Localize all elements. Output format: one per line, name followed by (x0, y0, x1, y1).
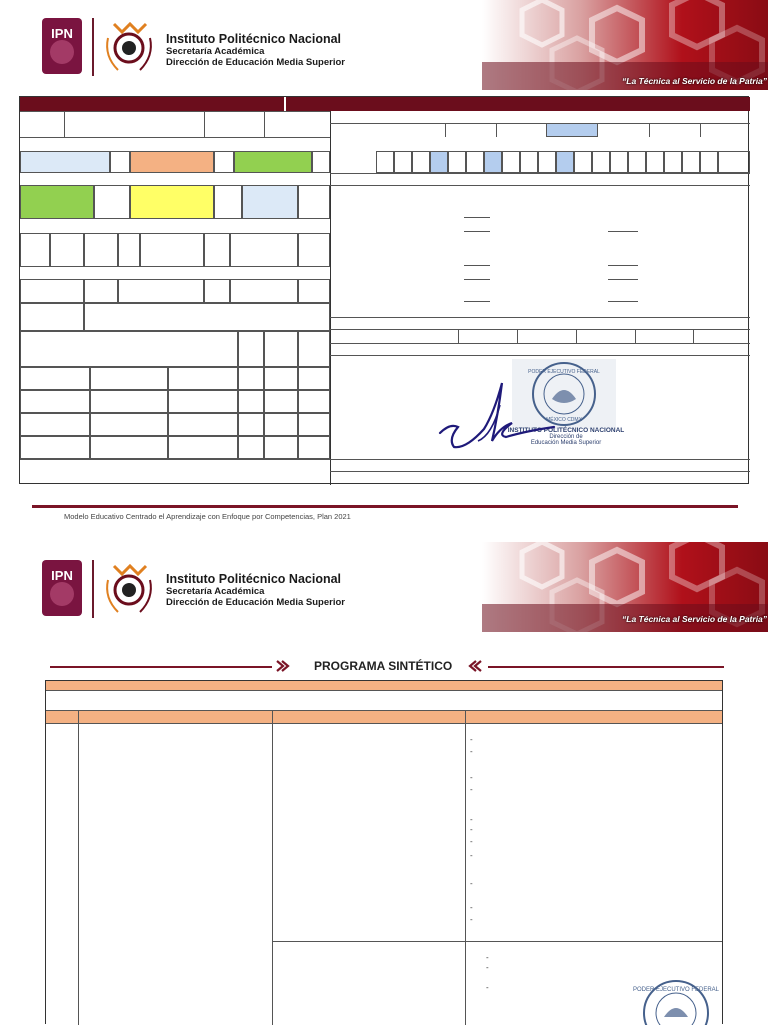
blank-cell (230, 233, 298, 267)
title-line-left (50, 666, 272, 668)
row-line (330, 123, 750, 124)
footer-model-text: Modelo Educativo Centrado el Aprendizaje con Enfoque por Competencias, Plan 2021 (64, 512, 351, 521)
blank-cell (298, 185, 330, 219)
col-line (700, 123, 701, 137)
svg-text:MÉXICO CDMX: MÉXICO CDMX (546, 417, 582, 423)
color-cell-green-2 (20, 185, 94, 219)
blank-cell (84, 279, 118, 303)
title-line-right (488, 666, 724, 668)
digit-cell (394, 151, 412, 173)
col-line (458, 329, 459, 343)
col-line (465, 711, 466, 1025)
blank-cell (298, 367, 330, 390)
underline-mark (464, 217, 490, 218)
form-grid (19, 96, 749, 484)
blank-cell (118, 233, 140, 267)
blank-cell (312, 151, 330, 173)
blank-cell (298, 413, 330, 436)
ipn-logo-icon (40, 558, 84, 618)
svg-text:IPN: IPN (51, 568, 73, 583)
blue-cell (546, 123, 598, 137)
blank-cell (298, 390, 330, 413)
underline-mark (608, 265, 638, 266)
color-cell-green (234, 151, 312, 173)
blank-cell (238, 413, 264, 436)
row-line (20, 111, 330, 112)
institution-block (166, 32, 345, 68)
footer-divider (32, 505, 738, 508)
blank-cell (204, 233, 230, 267)
bullet-dash: - (470, 915, 473, 924)
digit-cell (376, 151, 394, 173)
slogan: “La Técnica al Servicio de la Patria” (622, 614, 768, 624)
blank-cell (264, 413, 298, 436)
col-line (272, 711, 273, 1025)
col-line (445, 123, 446, 137)
blank-cell (20, 413, 90, 436)
col-line (693, 329, 694, 343)
blank-cell (50, 233, 84, 267)
blank-cell (84, 233, 118, 267)
official-seal-icon (632, 977, 720, 1025)
bullet-dash: - (470, 851, 473, 860)
underline-mark (608, 301, 638, 302)
blank-cell (264, 390, 298, 413)
row-line (330, 317, 750, 318)
col-line (576, 329, 577, 343)
ipn-logo-icon (40, 16, 84, 76)
col-line (264, 111, 265, 137)
row-line (330, 459, 750, 460)
digit-cell (448, 151, 466, 173)
col-line (204, 111, 205, 137)
digit-cell (628, 151, 646, 173)
blank-cell (20, 436, 90, 459)
bullet-dash: - (470, 735, 473, 744)
row-line (20, 137, 330, 138)
direccion-name: Dirección de Educación Media Superior (166, 597, 345, 608)
digit-cell-blue (484, 151, 502, 173)
row-line (330, 355, 750, 356)
stamp-line-1: INSTITUTO POLITÉCNICO NACIONAL (507, 427, 625, 434)
chevron-left-icon (468, 660, 482, 672)
blank-cell (94, 185, 130, 219)
row-line (330, 185, 750, 186)
program-title: PROGRAMA SINTÉTICO (314, 659, 453, 673)
blank-cell (168, 413, 238, 436)
column-divider (330, 111, 331, 485)
svg-text:IPN: IPN (51, 26, 73, 41)
underline-mark (608, 279, 638, 280)
digit-cell (700, 151, 718, 173)
color-cell-light-blue (20, 151, 110, 173)
header-banner (482, 542, 768, 632)
bullet-dash: - (486, 983, 489, 992)
blank-cell (110, 151, 130, 173)
color-cell-salmon (130, 151, 214, 173)
blank-cell (140, 233, 204, 267)
blank-cell (168, 367, 238, 390)
blank-cell (20, 367, 90, 390)
blank-cell (214, 185, 242, 219)
blank-cell (298, 279, 330, 303)
color-cell-yellow (130, 185, 214, 219)
bullet-dash: - (486, 953, 489, 962)
bullet-dash: - (470, 837, 473, 846)
digit-cell (592, 151, 610, 173)
row-line (330, 471, 750, 472)
blank-cell (20, 233, 50, 267)
bullet-dash: - (470, 773, 473, 782)
digit-cell (502, 151, 520, 173)
blank-cell (264, 331, 298, 367)
col-line (649, 123, 650, 137)
underline-mark (464, 265, 490, 266)
blank-cell (20, 279, 84, 303)
bullet-dash: - (486, 963, 489, 972)
digit-cell (646, 151, 664, 173)
blank-cell (298, 331, 330, 367)
row-line (46, 723, 722, 724)
bullet-dash: - (470, 879, 473, 888)
institution-name: Instituto Politécnico Nacional (166, 32, 342, 46)
table-column-headers (46, 711, 722, 723)
blank-cell (238, 367, 264, 390)
blank-cell (298, 436, 330, 459)
blank-cell (20, 390, 90, 413)
blank-cell (90, 436, 168, 459)
bullet-dash: - (470, 747, 473, 756)
digit-grid (376, 151, 750, 173)
digit-cell (412, 151, 430, 173)
page-header-1 (0, 0, 768, 92)
col-line (496, 123, 497, 137)
blank-cell (90, 367, 168, 390)
bullet-dash: - (470, 815, 473, 824)
signature-icon (436, 375, 566, 457)
institution-name: Instituto Politécnico Nacional (166, 572, 342, 586)
blank-cell (90, 413, 168, 436)
blank-cell (20, 303, 84, 331)
digit-cell-blue (430, 151, 448, 173)
dems-logo-icon (100, 558, 158, 618)
blank-cell (238, 436, 264, 459)
col-line (635, 329, 636, 343)
blank-cell (20, 331, 238, 367)
bullet-dash: - (470, 825, 473, 834)
blank-cell (298, 233, 330, 267)
digit-cell (538, 151, 556, 173)
bullet-dash: - (470, 903, 473, 912)
bullet-dash: - (470, 785, 473, 794)
row-line (46, 690, 722, 691)
digit-cell-blue (556, 151, 574, 173)
svg-text:PODER EJECUTIVO FEDERAL: PODER EJECUTIVO FEDERAL (632, 987, 720, 993)
blank-cell (168, 390, 238, 413)
blank-cell (214, 151, 234, 173)
chevron-right-icon (276, 660, 290, 672)
direccion-name: Dirección de Educación Media Superior (166, 57, 345, 68)
underline-mark (608, 231, 638, 232)
digit-cell (664, 151, 682, 173)
digit-cell (520, 151, 538, 173)
header-banner (482, 0, 768, 90)
digit-cell (466, 151, 484, 173)
logo-divider (92, 18, 94, 76)
row-line (272, 941, 722, 942)
blank-cell (264, 367, 298, 390)
blank-cell (264, 436, 298, 459)
underline-mark (464, 301, 490, 302)
underline-mark (464, 279, 490, 280)
col-line (64, 111, 65, 137)
table-header-band (46, 681, 722, 690)
dems-logo-icon (100, 16, 158, 76)
blank-cell (118, 279, 204, 303)
blank-cell (230, 279, 298, 303)
program-table (45, 680, 723, 1024)
logo-divider (92, 560, 94, 618)
col-line (517, 329, 518, 343)
blank-cell (84, 303, 330, 331)
row-line (330, 343, 750, 344)
stamp-line-2: Dirección de (549, 434, 583, 440)
svg-text:PODER EJECUTIVO FEDERAL: PODER EJECUTIVO FEDERAL (528, 369, 600, 375)
blank-cell (90, 390, 168, 413)
digit-cell (574, 151, 592, 173)
blank-cell (238, 390, 264, 413)
row-line (20, 459, 330, 460)
blank-cell (204, 279, 230, 303)
secretaria-name: Secretaría Académica (166, 586, 265, 597)
digit-cell (682, 151, 700, 173)
secretaria-name: Secretaría Académica (166, 46, 265, 57)
blank-cell (168, 436, 238, 459)
form-header-bar-left (20, 97, 284, 111)
slogan: “La Técnica al Servicio de la Patria” (622, 76, 768, 86)
col-line (78, 711, 79, 1025)
digit-cell (610, 151, 628, 173)
color-cell-light-blue-2 (242, 185, 298, 219)
institution-block (166, 572, 345, 608)
page-header-2 (0, 542, 768, 634)
form-header-bar-right (286, 97, 750, 111)
blank-cell (238, 331, 264, 367)
underline-mark (464, 231, 490, 232)
row-line (330, 173, 750, 174)
stamp-line-3: Educación Media Superior (530, 440, 602, 446)
digit-cell (718, 151, 750, 173)
row-line (330, 329, 750, 330)
